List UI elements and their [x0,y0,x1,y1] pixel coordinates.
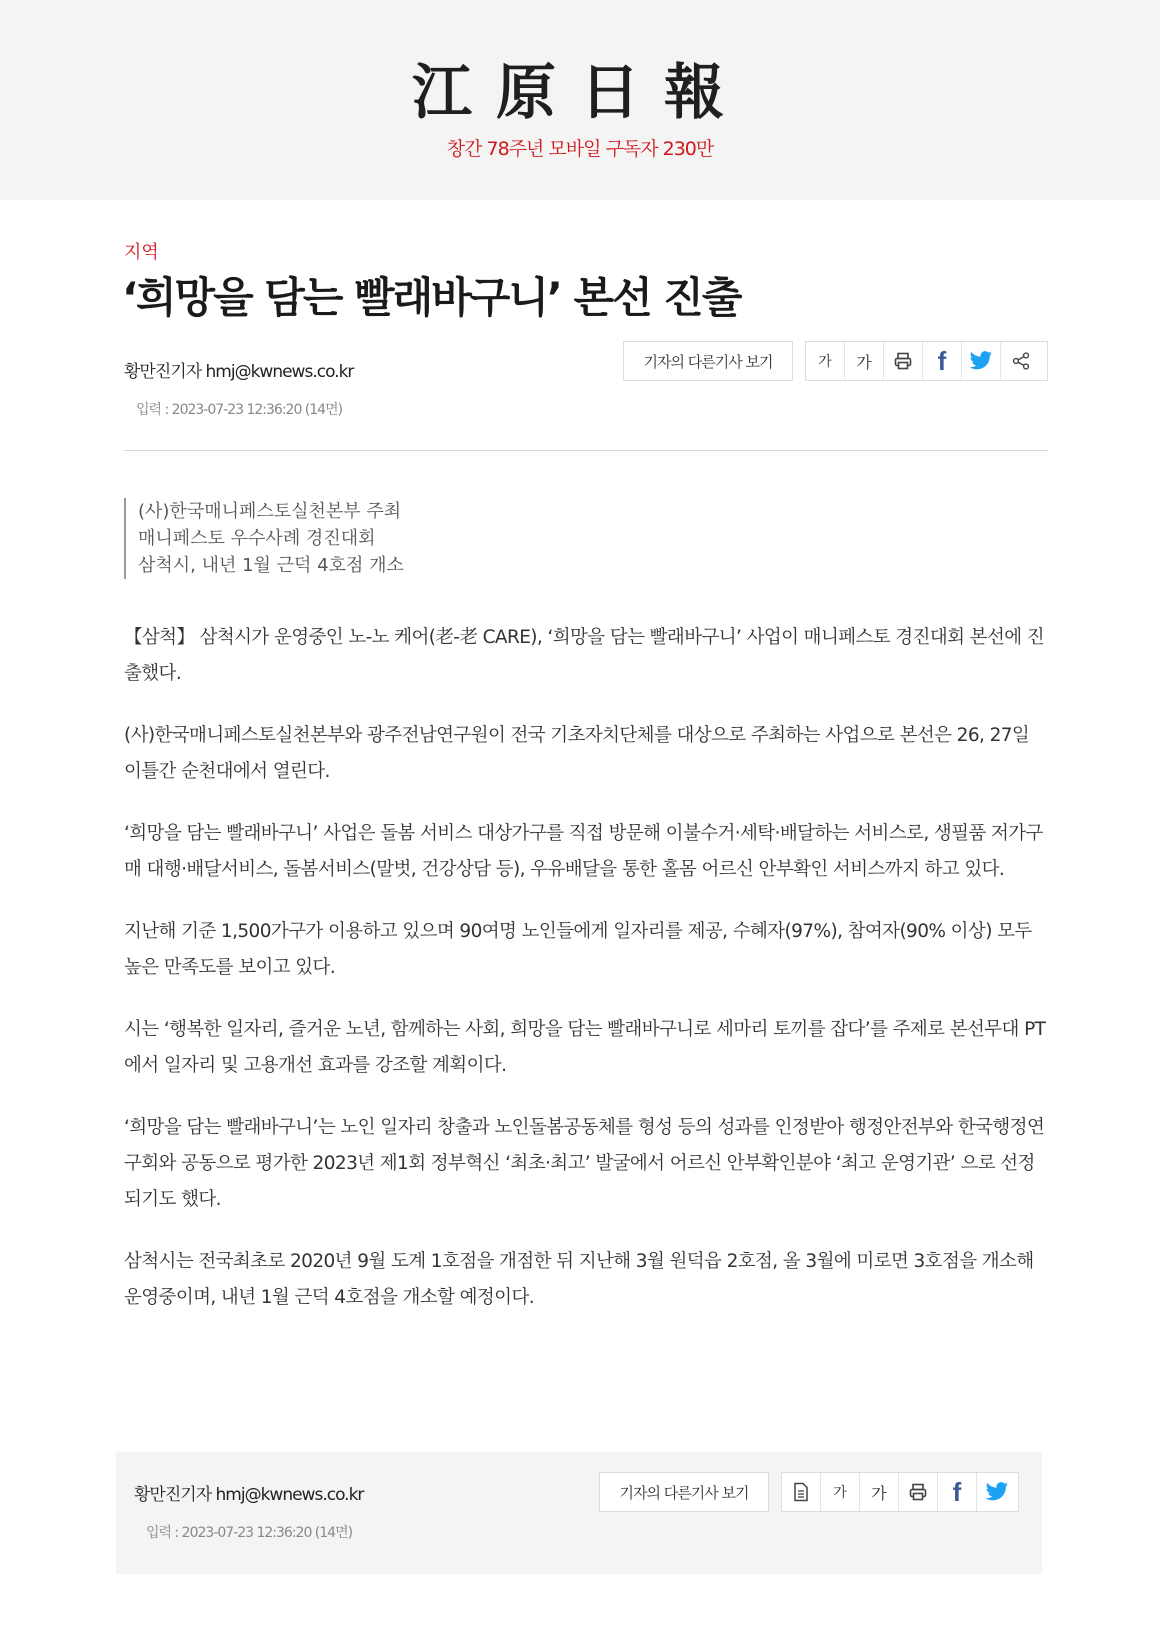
footer-document-button[interactable] [782,1473,821,1511]
footer-print-button[interactable] [899,1473,938,1511]
subhead-line: 삼척시, 내년 1월 근덕 4호점 개소 [138,555,404,576]
article-paragraph: ‘희망을 담는 빨래바구니’는 노인 일자리 창출과 노인돌봄공동체를 형성 등의 성과를 인정받아 행정안전부와 한국행정연구회와 공동으로 평가한 2023년 제1회 정부혁신 ‘최초·최고’ 발굴에서 어르신 안부확인분야 ‘최고 운영기관’ 으로 선정되기도 했다. [124,1117,1045,1210]
article-footer [116,1452,1042,1574]
article-category[interactable]: 지역 [124,242,159,263]
twitter-icon [969,351,993,371]
facebook-icon: f [937,346,947,376]
footer-toolbar [781,1472,1019,1512]
subhead-line: (사)한국매니페스토실천본부 주최 [138,501,402,522]
footer-font-decrease-button[interactable]: 가 [821,1473,860,1511]
footer-twitter-share-button[interactable] [977,1473,1016,1511]
masthead [0,0,1160,200]
footer-dateline: 입력 : 2023-07-23 12:36:20 (14면) [146,1525,353,1541]
article-paragraph: (사)한국매니페스토실천본부와 광주전남연구원이 전국 기초자치단체를 대상으로 주최하는 사업으로 본선은 26, 27일 이틀간 순천대에서 열린다. [124,725,1030,782]
document-icon [792,1482,810,1502]
footer-facebook-share-button[interactable] [938,1473,977,1511]
twitter-icon [985,1482,1009,1502]
article-dateline: 입력 : 2023-07-23 12:36:20 (14면) [136,402,343,418]
header-divider [124,450,1048,451]
subhead-line: 매니페스토 우수사례 경진대회 [138,528,376,549]
tagline: 창간 78주년 모바일 구독자 230만 [446,138,714,160]
font-decrease-button[interactable]: 가 [806,342,845,380]
article-paragraph: 시는 ‘행복한 일자리, 즐거운 노년, 함께하는 사회, 희망을 담는 빨래바구니로 세마리 토끼를 잡다’를 주제로 본선무대 PT에서 일자리 및 고용개선 효과를 강조할 계획이다. [124,1019,1046,1076]
footer-font-increase-button[interactable]: 가 [860,1473,899,1511]
article-subheads [124,498,404,579]
print-icon [908,1482,928,1502]
article-byline[interactable]: 황만진기자 hmj@kwnews.co.kr [124,362,354,382]
twitter-share-button[interactable] [962,342,1001,380]
font-increase-button[interactable]: 가 [845,342,884,380]
article-paragraph: 지난해 기준 1,500가구가 이용하고 있으며 90여명 노인들에게 일자리를 제공, 수혜자(97%), 참여자(90% 이상) 모두 높은 만족도를 보이고 있다. [124,921,1032,978]
facebook-share-button[interactable] [923,342,962,380]
footer-other-articles-button[interactable]: 기자의 다른기사 보기 [599,1472,769,1512]
article-headline: ‘희망을 담는 빨래바구니’ 본선 진출 [122,273,741,322]
print-icon [893,351,913,371]
article-body [124,620,1050,1342]
article-toolbar [805,341,1048,381]
other-articles-button[interactable]: 기자의 다른기사 보기 [623,341,793,381]
article-paragraph: ‘희망을 담는 빨래바구니’ 사업은 돌봄 서비스 대상가구를 직접 방문해 이불수거·세탁·배달하는 서비스로, 생필품 저가구매 대행·배달서비스, 돌봄서비스(말벗, 건강상담 등), 우유배달을 통한 홀몸 어르신 안부확인 서비스까지 하고 있다. [124,823,1043,880]
footer-byline[interactable]: 황만진기자 hmj@kwnews.co.kr [134,1485,364,1505]
article-paragraph: 【삼척】 삼척시가 운영중인 노-노 케어(老-老 CARE), ‘희망을 담는 빨래바구니’ 사업이 매니페스토 경진대회 본선에 진출했다. [124,627,1045,684]
facebook-icon: f [952,1477,962,1507]
print-button[interactable] [884,342,923,380]
site-logo[interactable]: 江原日報 [412,58,748,128]
share-icon [1011,351,1031,371]
article-paragraph: 삼척시는 전국최초로 2020년 9월 도계 1호점을 개점한 뒤 지난해 3월 원덕읍 2호점, 올 3월에 미로면 3호점을 개소해 운영중이며, 내년 1월 근덕 4호점을 개소할 예정이다. [124,1251,1034,1308]
share-button[interactable] [1001,342,1040,380]
